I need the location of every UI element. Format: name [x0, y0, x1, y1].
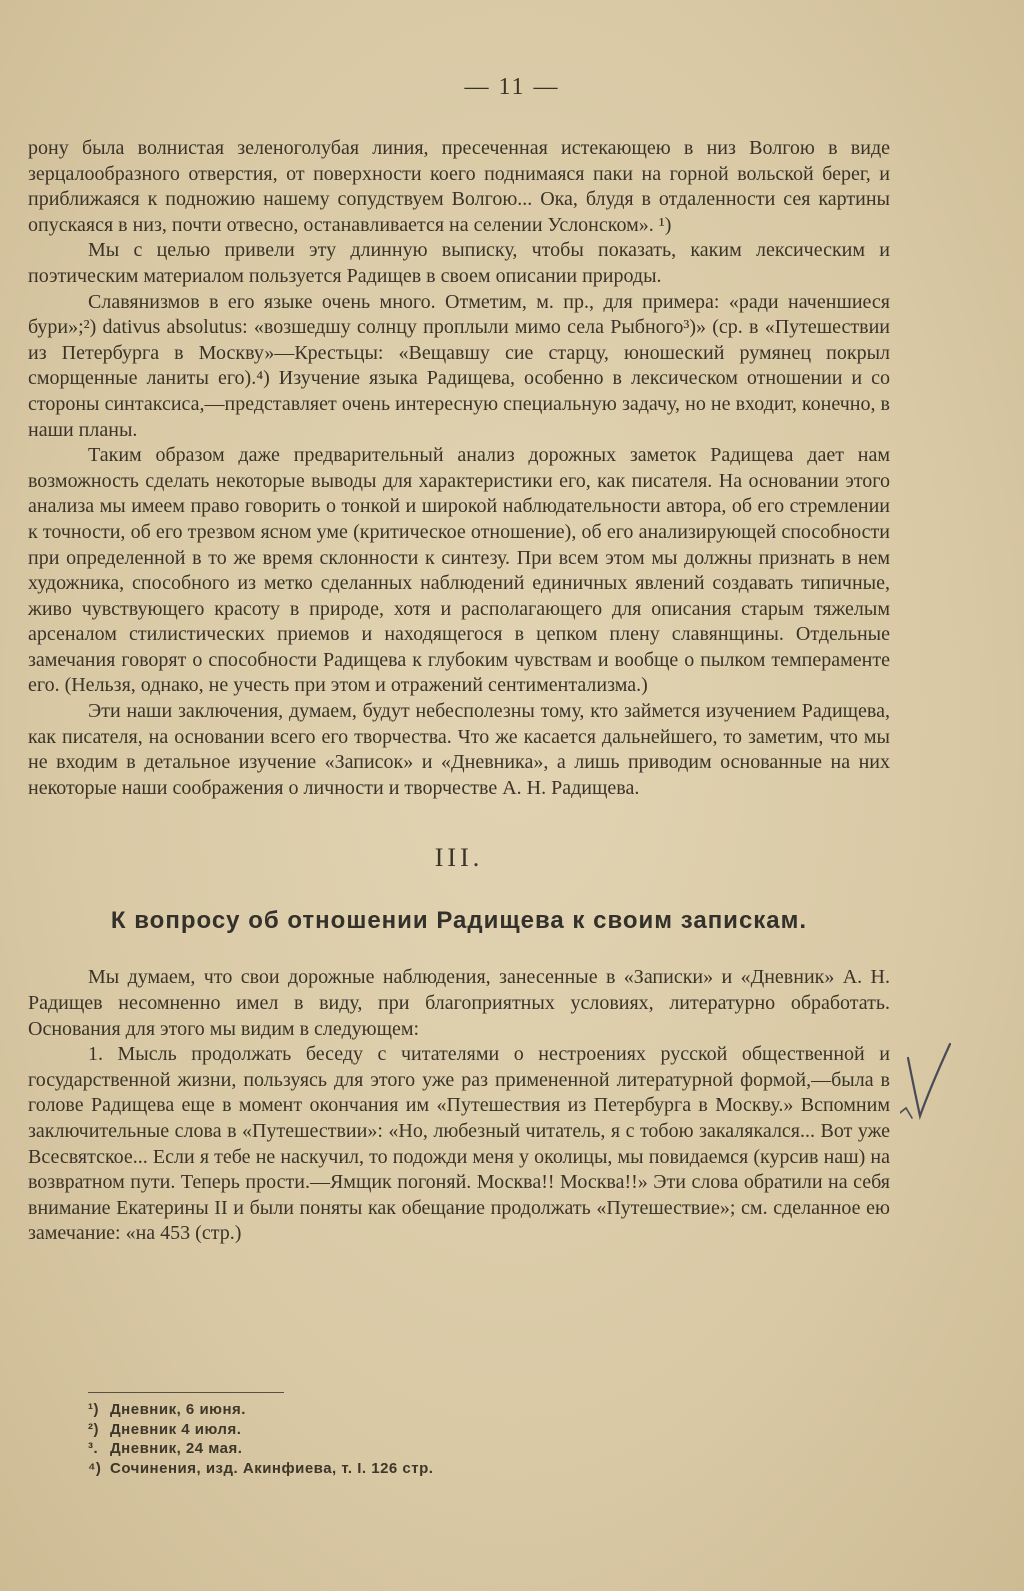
paragraph: Эти наши заключения, думаем, будут небесполезны тому, кто займется изучением Радищева, как писателя, на основании всего его творчества. Что же касается дальнейшего, то заметим, что мы не входим в детальное изучение «Записок» и «Дневника», а лишь приводим основанные на них некоторые наши соображения о личности и творчестве А. Н. Радищева. — [28, 700, 890, 799]
footnote-mark: ²) — [88, 1420, 99, 1438]
footnote-mark: ⁴) — [88, 1459, 102, 1477]
footnote — [88, 1439, 688, 1459]
footnote-text: Дневник 4 июля. — [110, 1420, 242, 1438]
main-text — [28, 136, 890, 1247]
footnote-text: Дневник, 6 июня. — [110, 1401, 246, 1418]
paragraph: Славянизмов в его языке очень много. Отметим, м. пр., для примера: «ради наченшиеся бури»;²) dativus absolutus: «возшедшу солнцу проплыли мимо села Рыбного³)» (ср. в «Путешествии из Петербурга в Москву»—Крестьцы: «Вещавшу сие старцу, юношеский румянец покрыл сморщенные ланиты его).⁴) Изучение языка Радищева, особенно в лексическом отношении и со стороны синтаксиса,—представляет очень интересную специальную задачу, но не входит, конечно, в наши планы. — [28, 290, 890, 441]
paragraph: Таким образом даже предварительный анализ дорожных заметок Радищева дает нам возможность сделать некоторые выводы для характеристики его, как писателя. На основании этого анализа мы имеем право говорить о тонкой и широкой наблюдательности автора, об его стремлении к точности, об его трезвом ясном уме (критическое отношение), об его анализирующей способности при определенной в то же время склонности к синтезу. При всем этом мы должны признать в нем художника, способного из метко сделанных наблюдений единичных явлений создавать типичные, живо чувствующего красоту в природе, хотя и располагающего для описания старым тяжелым арсеналом стилистических приемов и находящегося в цепком плену славянщины. Отдельные замечания говорят о способности Радищева к глубоким чувствам и вообще о пылком темпераменте его. (Нельзя, однако, не учесть при этом и отражений сентиментализма.) — [28, 444, 890, 697]
paragraph: рону была волнистая зеленоголубая линия, пресеченная истекающею в низ Волгою в виде зерцалообразного отверстия, от поверхности коего поднимаяся паки на горной вольской берег, и приближаяся к подножию нашему сопудствуем Волгою... Ока, блудя в отдаленности сея картины опускаяся в низ, почти отвесно, останавливается на селении Услонском». ¹) — [28, 137, 890, 236]
section-title: К вопросу об отношении Радищева к своим запискам. — [110, 907, 808, 935]
footnote-text: Дневник, 24 мая. — [110, 1440, 243, 1457]
footnote-text: Сочинения, изд. Акинфиева, т. I. 126 стр. — [110, 1459, 434, 1477]
section-number: III. — [434, 843, 484, 873]
paragraph: Мы с целью привели эту длинную выписку, чтобы показать, каким лексическим и поэтическим материалом пользуется Радищев в своем описании природы. — [28, 239, 890, 287]
footnotes — [88, 1400, 688, 1478]
footnote — [88, 1420, 688, 1440]
footnote-mark: ³. — [88, 1440, 99, 1457]
footnote-divider — [88, 1392, 284, 1393]
handwritten-check-mark — [900, 1038, 960, 1128]
page-number: — 11 — — [464, 74, 560, 100]
paragraph: Мы думаем, что свои дорожные наблюдения, занесенные в «Записки» и «Дневник» А. Н. Радищев несомненно имел в виду, при благоприятных условиях, литературно обработать. Основания для этого мы видим в следующем: — [28, 966, 890, 1040]
footnote-mark: ¹) — [88, 1401, 99, 1418]
footnote — [88, 1400, 688, 1420]
paragraph: 1. Мысль продолжать беседу с читателями о нестроениях русской общественной и государственной жизни, пользуясь для этого уже раз примененной литературной формой,—была в голове Радищева еще в момент окончания им «Путешествия из Петербурга в Москву.» Вспомним заключительные слова в «Путешествии»: «Но, любезный читатель, я с тобою закалякался... Вот уже Всесвятское... Если я тебе не наскучил, то подожди меня у околицы, мы повидаемся (курсив наш) на возвратном пути. Теперь прости.—Ямщик погоняй. Москва!! Москва!!» Эти слова обратили на себя внимание Екатерины II и были поняты как обещание продолжать «Путешествие»; см. сделанное ею замечание: «на 453 (стр.) — [28, 1043, 890, 1245]
footnote — [88, 1459, 688, 1479]
